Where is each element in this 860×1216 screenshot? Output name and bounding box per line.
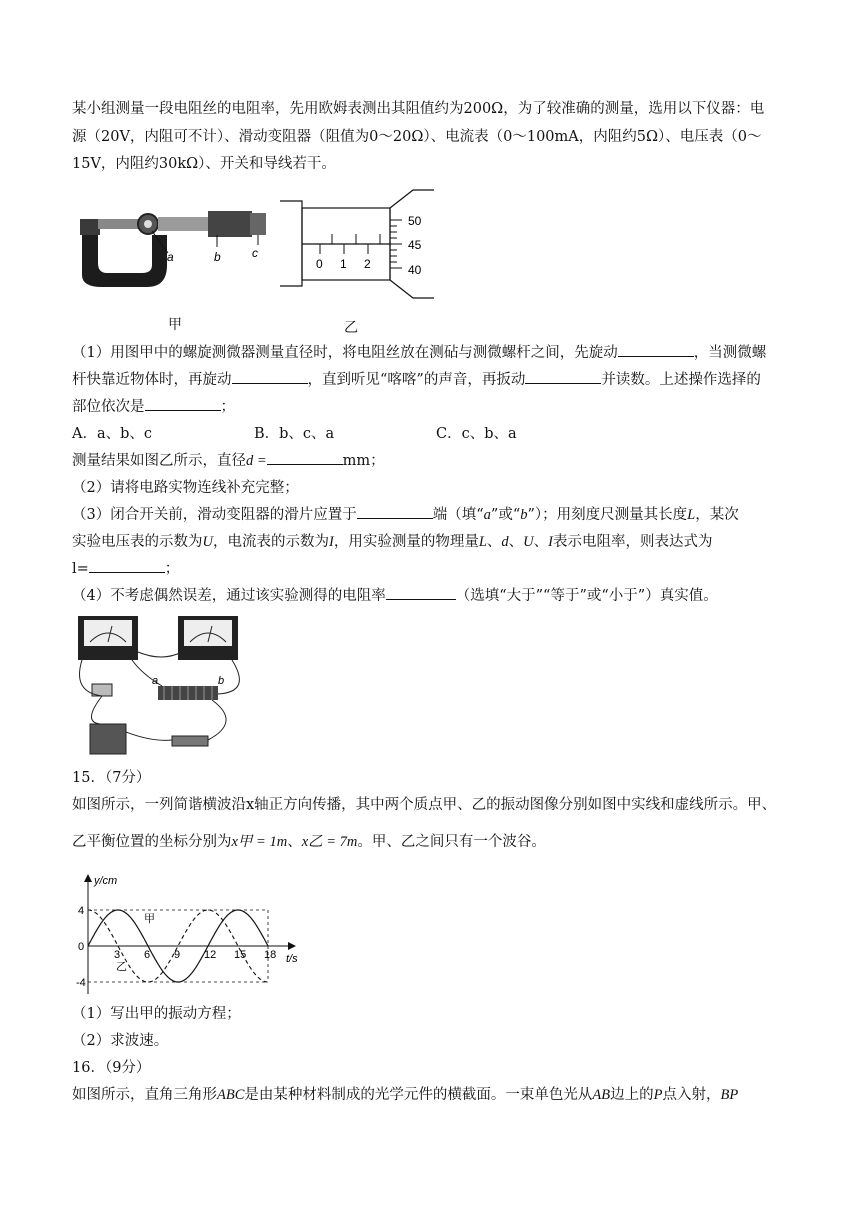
q1-line-2: 杆快靠近物体时，再旋动 ，直到听见“喀喀”的声音，再扳动 并读数。上述操作选择的 <box>72 367 792 394</box>
problem-16-line-1: 如图所示，直角三角形ABC是由某种材料制成的光学元件的横截面。一束单色光从AB边上的P点入射，BP <box>72 1087 739 1103</box>
x-tick-18: 18 <box>264 949 277 961</box>
q1-line-3: 部位依次是 ； <box>72 394 792 421</box>
x-tick-15: 15 <box>234 949 247 961</box>
q3-line-2: 实验电压表的示数为U，电流表的示数为I，用实验测量的物理量L、d、U、I表示电阻率，则表达式为 <box>72 534 713 550</box>
y-axis-label: y/cm <box>94 875 118 887</box>
circuit-figure <box>72 612 272 762</box>
thimble-tick-50: 50 <box>408 214 422 228</box>
label-b: b <box>214 250 221 264</box>
thimble-tick-40: 40 <box>408 263 422 277</box>
q4-line: （4）不考虑偶然误差，通过该实验测得的电阻率 （选填“大于”“等于”或“小于”）真实值。 <box>72 583 792 610</box>
circuit-label-b: b <box>218 675 225 687</box>
x-axis-label: t/s <box>286 953 298 965</box>
main-tick-1: 1 <box>340 257 347 271</box>
q2-line: （2）请将电路实物连线补充完整； <box>72 480 299 496</box>
problem-15-q2: （2）求波速。 <box>72 1033 169 1049</box>
x-tick-12: 12 <box>204 949 217 961</box>
problem-15-line-2: 乙平衡位置的坐标分别为x甲 = 1m、x乙 = 7m。甲、乙之间只有一个波谷。 <box>72 834 546 850</box>
caption-jia: 甲 <box>168 317 182 333</box>
x-tick-9: 9 <box>174 949 181 961</box>
y-tick--4: -4 <box>76 977 86 989</box>
problem-15-head: 15．（7分） <box>72 770 151 786</box>
circuit-label-a: a <box>152 675 159 687</box>
label-a: a <box>167 250 174 264</box>
y-tick-0: 0 <box>78 941 85 953</box>
q1-line-1: （1）用图甲中的螺旋测微器测量直径时，将电阻丝放在测砧与测微螺杆之间，先旋动 ，当测微螺 <box>72 340 792 367</box>
x-axis-arrow <box>288 942 296 950</box>
problem-16-head: 16．（9分） <box>72 1060 151 1076</box>
caption-yi: 乙 <box>344 320 358 336</box>
problem-15-line-1: 如图所示，一列简谐横波沿x轴正方向传播，其中两个质点甲、乙的振动图像分别如图中实线和虚线所示。甲、 <box>72 797 777 813</box>
main-tick-2: 2 <box>364 257 371 271</box>
q3-line-1: （3）闭合开关前，滑动变阻器的滑片应置于 端（填“a”或“b”）；用刻度尺测量其长度L，某次 <box>72 502 792 529</box>
option-c: C．c、b、a <box>436 426 517 442</box>
q3-line-3: l= ； <box>72 556 792 583</box>
series-jia-label: 甲 <box>144 913 155 925</box>
intro-line-2: 源（20V，内阻可不计）、滑动变阻器（阻值为0～20Ω）、电流表（0～100mA，内阻约5Ω）、电压表（0～ <box>72 129 762 145</box>
y-tick-4: 4 <box>78 905 85 917</box>
q1-line-4: 测量结果如图乙所示，直径d = mm； <box>72 448 792 475</box>
micrometer-figure <box>72 195 272 295</box>
micrometer-scale-figure <box>278 186 438 301</box>
thimble-tick-45: 45 <box>408 238 422 252</box>
label-c: c <box>252 246 258 260</box>
y-axis-arrow <box>84 874 92 882</box>
x-tick-6: 6 <box>144 949 151 961</box>
problem-15-q1: （1）写出甲的振动方程； <box>72 1006 241 1022</box>
intro-line-1: 某小组测量一段电阻丝的电阻率，先用欧姆表测出其阻值约为200Ω，为了较准确的测量，选用以下仪器：电 <box>72 101 765 117</box>
option-b: B．b、c、a <box>254 426 335 442</box>
vibration-chart <box>78 870 308 998</box>
q1-options <box>72 421 792 448</box>
series-yi-label: 乙 <box>116 961 127 973</box>
option-a: A．a、b、c <box>72 426 153 442</box>
intro-line-3: 15V，内阻约30kΩ）、开关和导线若干。 <box>72 156 336 172</box>
main-tick-0: 0 <box>316 257 323 271</box>
x-tick-3: 3 <box>114 949 121 961</box>
